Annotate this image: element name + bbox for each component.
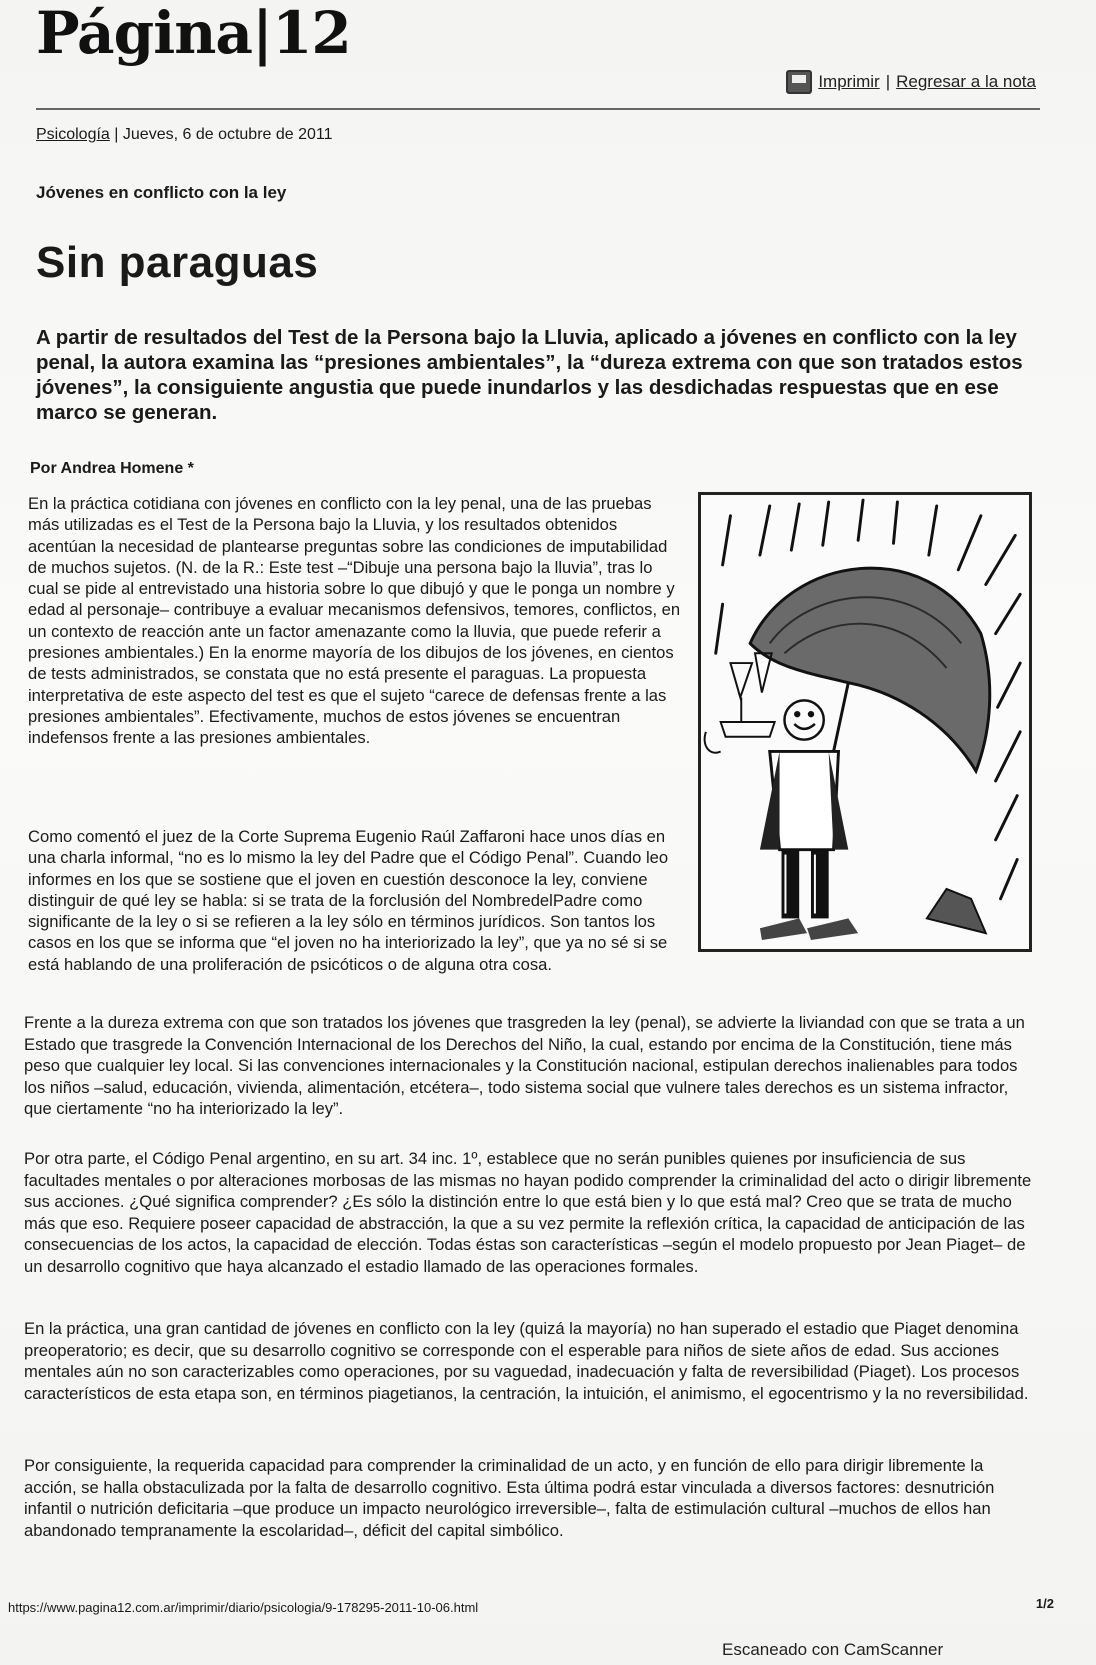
link-separator: | <box>885 72 891 91</box>
article-byline: Por Andrea Homene * <box>30 460 194 477</box>
newspaper-logo: Página|12 <box>36 0 351 67</box>
printer-icon[interactable] <box>786 70 812 94</box>
article-lede: A partir de resultados del Test de la Persona bajo la Lluvia, aplicado a jóvenes en conflicto con la ley penal, la autora examina las “presiones ambientales”, la “dureza extrema con que son tratados estos jóvenes”, la consiguiente angustia que puede inundarlos y las desdichadas respuestas que en ese marco se generan. <box>36 326 1023 424</box>
paragraph-3: Frente a la dureza extrema con que son tratados los jóvenes que trasgreden la ley (penal), se advierte la liviandad con que se trata a un Estado que trasgrede la Convención Internacional de los Derechos del Niño, la cual, estando por encima de la Constitución, tiene más peso que cualquier ley local. Si las convenciones internacionales y la Constitución nacional, estipulan derechos inalienables para todos los niños –salud, educación, vivienda, alimentación, etcétera–, todo sistema social que vulnere tales derechos es un sistema infractor, que ciertamente “no ha interiorizado la ley”. <box>24 1013 1025 1119</box>
article-meta <box>36 126 333 144</box>
meta-separator: | <box>114 126 119 143</box>
publish-date: Jueves, 6 de octubre de 2011 <box>122 126 333 143</box>
section-link[interactable]: Psicología <box>36 126 110 143</box>
paragraph-1: En la práctica cotidiana con jóvenes en conflicto con la ley penal, una de las pruebas más utilizadas es el Test de la Persona bajo la Lluvia, y los resultados obtenidos acentúan la necesidad de plantearse preguntas sobre las condiciones de imputabilidad de muchos sujetos. (N. de la R.: Este test –“Dibuje una persona bajo la lluvia”, tras lo cual se pide al entrevistado una historia sobre lo que dibujó y que le ponga un nombre y edad al personaje– contribuye a evaluar mecanismos defensivos, temores, conflictos, en un contexto de reacción ante un factor amenazante como la lluvia, que puede referir a presiones ambientales.) En la enorme mayoría de los dibujos de los jóvenes, en cientos de tests administrados, se constata que no está presente el paraguas. La propuesta interpretativa de este aspecto del test es que el sujeto “carece de defensas frente a las presiones ambientales”. Efectivamente, muchos de estos jóvenes se encuentran indefensos frente a las presiones ambientales. <box>28 494 681 748</box>
back-to-article-link[interactable]: Regresar a la nota <box>896 72 1036 91</box>
source-url: https://www.pagina12.com.ar/imprimir/diario/psicologia/9-178295-2011-10-06.html <box>8 1600 479 1615</box>
page-number: 1/2 <box>1035 1596 1054 1611</box>
print-links <box>786 70 1036 94</box>
print-link[interactable]: Imprimir <box>818 72 880 91</box>
paragraph-4: Por otra parte, el Código Penal argentino, en su art. 34 inc. 1º, establece que no serán punibles quienes por insuficiencia de sus facultades mentales o por alteraciones morbosas de las mismas no hayan podido comprender la criminalidad del acto o dirigir libremente sus acciones. ¿Qué significa comprender? ¿Es sólo la distinción entre lo que está bien y lo que está mal? Creo que se trata de mucho más que eso. Requiere poseer capacidad de abstracción, la que a su vez permite la reflexión crítica, la capacidad de anticipación de las consecuencias de los actos, la capacidad de elección. Todas éstas son características –según el modelo propuesto por Jean Piaget– de un desarrollo cognitivo que haya alcanzado el estadio llamado de las operaciones formales. <box>24 1149 1032 1276</box>
article-kicker: Jóvenes en conflicto con la ley <box>36 183 287 202</box>
paragraph-2: Como comentó el juez de la Corte Suprema Eugenio Raúl Zaffaroni hace unos días en una charla informal, “no es lo mismo la ley del Padre que el Código Penal”. Cuando leo informes en los que se sostiene que el joven en cuestión desconoce la ley, conviene distinguir de qué ley se habla: si se trata de la forclusión del NombredelPadre como significante de la ley o si se refieren a la ley sólo en términos jurídicos. Son tantos los casos en los que se informa que “el joven no ha interiorizado la ley”, que ya no sé si se está hablando de una proliferación de psicóticos o de alguna otra cosa. <box>28 827 669 974</box>
paragraph-6: Por consiguiente, la requerida capacidad para comprender la criminalidad de un acto, y en función de ello para dirigir libremente la acción, se halla obstaculizada por la falta de desarrollo cognitivo. Esta última podrá estar vinculada a diversos factores: desnutrición infantil o nutrición deficitaria –que produce un impacto neurológico irreversible–, falta de estimulación cultural –muchos de ellos han abandonado tempranamente la escolaridad–, déficit del capital simbólico. <box>24 1456 995 1540</box>
paragraph-5: En la práctica, una gran cantidad de jóvenes en conflicto con la ley (quizá la mayoría) no han superado el estadio que Piaget denomina preoperatorio; es decir, que su desarrollo cognitivo se corresponde con el esperable para niños de siete años de edad. Sus acciones mentales aún no son caracterizables como operaciones, por su vaguedad, inadecuación y falta de reversibilidad (Piaget). Los procesos característicos de esta etapa son, en términos piagetianos, la centración, la intuición, el animismo, el egocentrismo y la no reversibilidad. <box>24 1319 1029 1403</box>
scanner-watermark: Escaneado con CamScanner <box>722 1640 944 1659</box>
header-divider <box>36 108 1040 110</box>
article-title: Sin paraguas <box>36 238 319 287</box>
person-in-rain-illustration <box>698 492 1032 952</box>
